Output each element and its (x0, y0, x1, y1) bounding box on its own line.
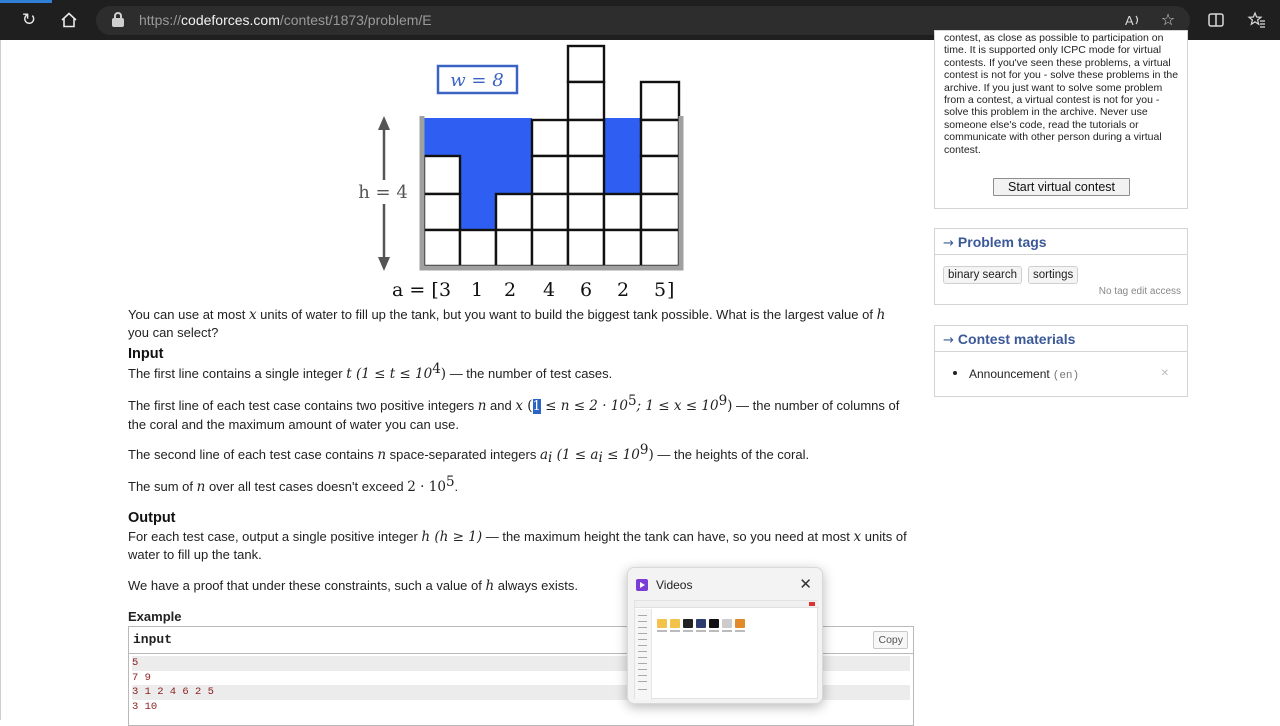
input-title: Input (128, 346, 164, 362)
arrow-right-icon: → (943, 236, 954, 251)
example-line: 7 9 (132, 671, 151, 684)
contest-materials-title[interactable]: → Contest materials (935, 326, 1187, 352)
close-icon[interactable]: ✕ (799, 575, 812, 593)
tag-edit-note: No tag edit access (1098, 286, 1181, 297)
url-text[interactable]: https://codeforces.com/contest/1873/problem/E (139, 12, 432, 28)
star-icon[interactable]: ☆ (1160, 10, 1176, 29)
output-paragraph-1: For each test case, output a single positive integer h (h ≥ 1) — the maximum height the tank can have, so you need at most x units of water to fill up the tank. (128, 529, 907, 562)
svg-text:A: A (1125, 13, 1134, 28)
h-label: h = 4 (358, 182, 408, 203)
statement-intro: You can use at most x units of water to fill up the tank, but you want to build the biggest tank possible. What is the largest value of h you can select? (128, 307, 886, 340)
h-arrow-down (378, 257, 390, 271)
page-border (0, 40, 1, 720)
page-content (0, 32, 1280, 720)
tag-sortings[interactable]: sortings (1028, 266, 1078, 284)
home-icon[interactable] (58, 9, 80, 31)
example-line: 5 (132, 656, 910, 671)
example-input-label: input (133, 632, 173, 647)
selected-text[interactable]: 1 (532, 399, 541, 414)
example-line: 3 1 2 4 6 2 5 (132, 685, 910, 700)
array-value: 1 (470, 279, 484, 301)
array-value: 2 (503, 279, 517, 301)
example-title: Example (128, 609, 182, 624)
start-virtual-contest-button[interactable]: Start virtual contest (993, 178, 1130, 196)
arrow-right-icon: → (943, 333, 954, 348)
input-paragraph-4: The sum of n over all test cases doesn't exceed $2 \cdot 10^5$. (128, 474, 459, 495)
w-label: w = 8 (450, 70, 504, 91)
favorites-icon[interactable] (1246, 9, 1268, 31)
input-paragraph-3: The second line of each test case contains n space-separated integers $a_i$ $(1 \le a_i \le 10^9)$ — the heights of the coral. (128, 442, 810, 466)
popup-title: Videos (656, 578, 693, 592)
array-value: 2 (616, 279, 630, 301)
tag-binary-search[interactable]: binary search (943, 266, 1022, 284)
virtual-contest-text: contest, as close as possible to participation on time. It is supported only ICPC mode for virtual contests. If you've seen these problems, a virtual contest is not for you - solve these problems in the archive. If you just want to solve some problem from a contest, a virtual contest is not for you - solve this problem in the archive. Never use someone else's code, read the tutorials or communicate with other person during a virtual contest. (944, 32, 1179, 156)
lock-icon[interactable] (112, 12, 124, 27)
input-paragraph-2: The first line of each test case contains two positive integers n and x ($1 \le n \le 2 \cdot 10^5$; $1 \le x \le 10^9$) — the number of columns of the coral and the maximum amount of water you can use. (128, 393, 900, 432)
window-thumbnail[interactable] (634, 600, 818, 699)
h-arrow-up (378, 116, 390, 130)
active-tab-indicator (0, 0, 52, 3)
array-value: 4 (542, 279, 556, 301)
video-app-icon (636, 579, 648, 591)
output-title: Output (128, 510, 176, 526)
problem-tags-title[interactable]: → Problem tags (935, 229, 1187, 255)
bullet (953, 371, 957, 375)
contest-materials-box (934, 325, 1188, 397)
input-paragraph-1: The first line contains a single integer t $(1 \le t \le 10^4)$ — the number of test cases. (128, 361, 613, 382)
array-value: 5 (653, 279, 667, 301)
close-icon[interactable]: ✕ (1160, 368, 1169, 379)
videos-window-preview[interactable] (627, 567, 823, 704)
problem-tags-box (934, 228, 1188, 305)
read-aloud-icon[interactable] (1122, 9, 1144, 31)
split-screen-icon[interactable] (1205, 9, 1227, 31)
copy-button[interactable]: Copy (873, 631, 908, 649)
array-value: 3 (438, 279, 452, 301)
output-paragraph-2: We have a proof that under these constraints, such a value of h always exists. (128, 578, 578, 594)
example-line: 3 10 (132, 700, 158, 713)
array-value: 6 (579, 279, 593, 301)
tank-illustration (340, 40, 700, 305)
material-announcement[interactable]: Announcement (en) (953, 367, 1079, 382)
refresh-icon[interactable]: ↻ (21, 10, 37, 30)
array-prefix: a = [ (392, 279, 439, 301)
array-suffix: ] (667, 279, 675, 301)
